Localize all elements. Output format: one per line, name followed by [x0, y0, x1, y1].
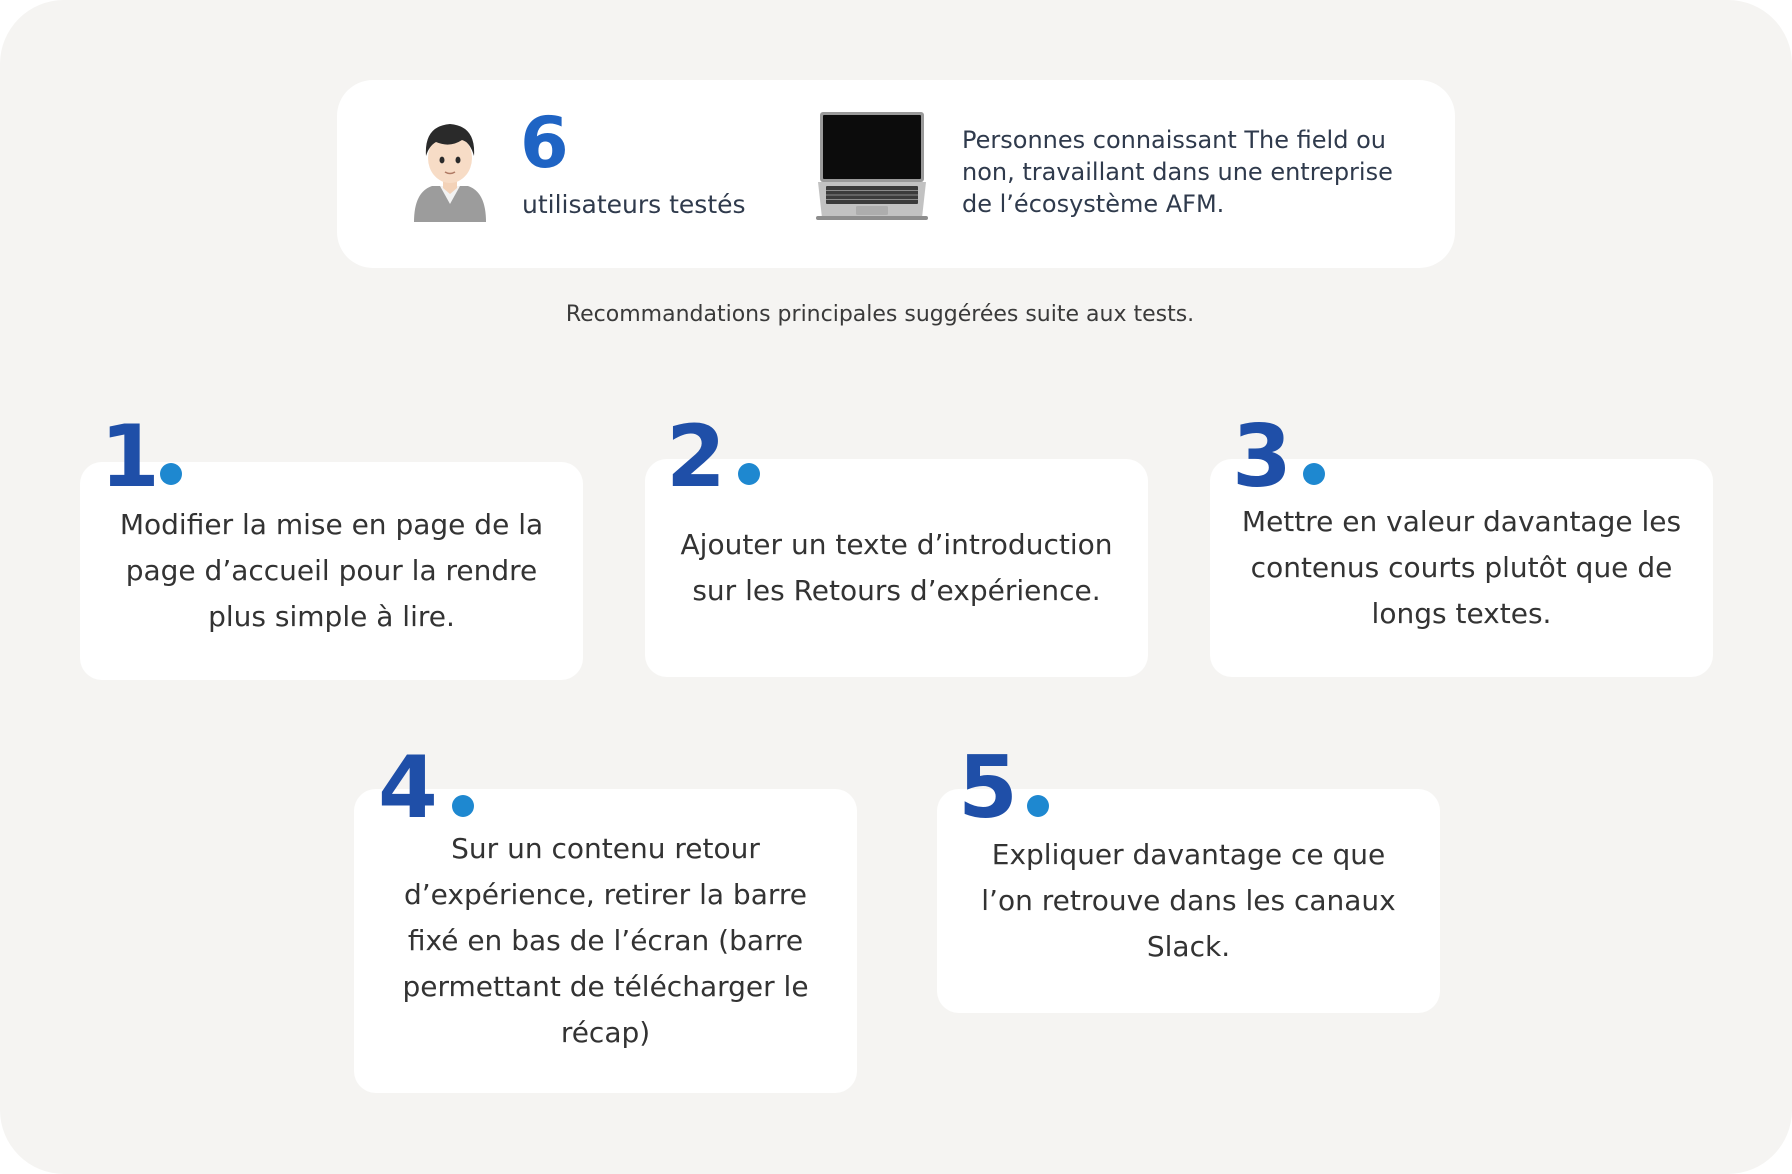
number-dot [452, 795, 474, 817]
recommendation-number: 4 [378, 738, 436, 838]
number-dot [160, 463, 182, 485]
tester-description: Personnes connaissant The field ou non, travaillant dans une entreprise de l’écosystème AFM. [962, 126, 1393, 218]
laptop-icon [816, 110, 928, 222]
number-dot [1027, 795, 1049, 817]
recommendation-number: 1 [100, 407, 158, 507]
number-dot [1303, 463, 1325, 485]
recommendation-number: 3 [1232, 407, 1290, 507]
recommendation-text: Ajouter un texte d’introduction sur les Retours d’expérience. [680, 528, 1113, 607]
recommendations-subtitle: Recommandations principales suggérées suite aux tests. [565, 302, 1195, 327]
number-dot [738, 463, 760, 485]
recommendation-text: Sur un contenu retour d’expérience, retirer la barre fixé en bas de l’écran (barre permettant de télécharger le récap) [402, 832, 809, 1049]
recommendation-text: Mettre en valeur davantage les contenus courts plutôt que de longs textes. [1241, 505, 1682, 630]
user-count-label: utilisateurs testés [522, 190, 746, 219]
recommendation-text: Expliquer davantage ce que l’on retrouve dans les canaux Slack. [981, 838, 1396, 963]
office-worker-icon [410, 118, 490, 222]
recommendation-number: 5 [958, 738, 1016, 838]
recommendation-number: 2 [666, 407, 724, 507]
recommendation-text: Modifier la mise en page de la page d’accueil pour la rendre plus simple à lire. [119, 508, 544, 633]
user-count: 6 [520, 102, 569, 184]
